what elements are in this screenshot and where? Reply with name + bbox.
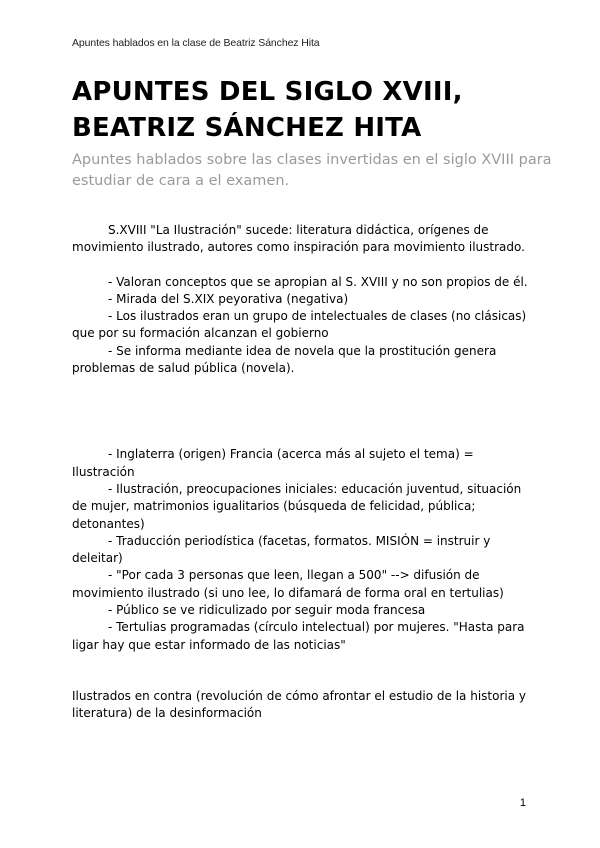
list-item: - Traducción periodística (facetas, formatos. MISIÓN = instruir y deleitar) — [72, 533, 491, 566]
list-item: - Inglaterra (origen) Francia (acerca más al sujeto el tema) = Ilustración — [72, 447, 474, 479]
spacer — [72, 671, 532, 688]
list-item: - Público se ve ridiculizado por seguir moda francesa — [108, 603, 426, 618]
spacer — [72, 377, 532, 446]
list-item: - Se informa mediante idea de novela que la prostitución genera problemas de salud pública (novela). — [72, 343, 497, 376]
list-item: - Los ilustrados eran un grupo de intelectuales de clases (no clásicas) que por su formación alcanzan el gobierno — [72, 309, 527, 341]
document-body — [72, 222, 532, 723]
page-number: 1 — [519, 797, 526, 809]
title-line-1: APUNTES DEL SIGLO XVIII, — [72, 77, 463, 107]
list-item: - Valoran conceptos que se apropian al S. XVIII y no son propios de él. — [108, 274, 528, 289]
title-line-2: BEATRIZ SÁNCHEZ HITA — [72, 113, 422, 143]
list-item: - Mirada del S.XIX peyorativa (negativa) — [108, 291, 349, 306]
page-title — [72, 74, 542, 146]
subtitle: Apuntes hablados sobre las clases invertidas en el siglo XVIII para estudiar de cara a el examen. — [72, 152, 552, 189]
spacer — [72, 654, 532, 671]
list-item: - Ilustración, preocupaciones iniciales: educación juventud, situación de mujer, matrimonios igualitarios (búsqueda de felicidad, pública; detonantes) — [72, 481, 522, 531]
list-item: - "Por cada 3 personas que leen, llegan a 500" --> difusión de movimiento ilustrado (si uno lee, lo difamará de forma oral en tertulias) — [72, 568, 504, 600]
intro-paragraph: S.XVIII "La Ilustración" sucede: literatura didáctica, orígenes de movimiento ilustrado, autores como inspiración para movimiento ilustrado. — [72, 223, 525, 255]
closing-paragraph: Ilustrados en contra (revolución de cómo afrontar el estudio de la historia y literatura) de la desinformación — [72, 688, 526, 721]
list-item: - Tertulias programadas (círculo intelectual) por mujeres. "Hasta para ligar hay que estar informado de las noticias" — [72, 620, 525, 652]
running-header: Apuntes hablados en la clase de Beatriz Sánchez Hita — [72, 37, 320, 49]
spacer — [72, 257, 532, 274]
